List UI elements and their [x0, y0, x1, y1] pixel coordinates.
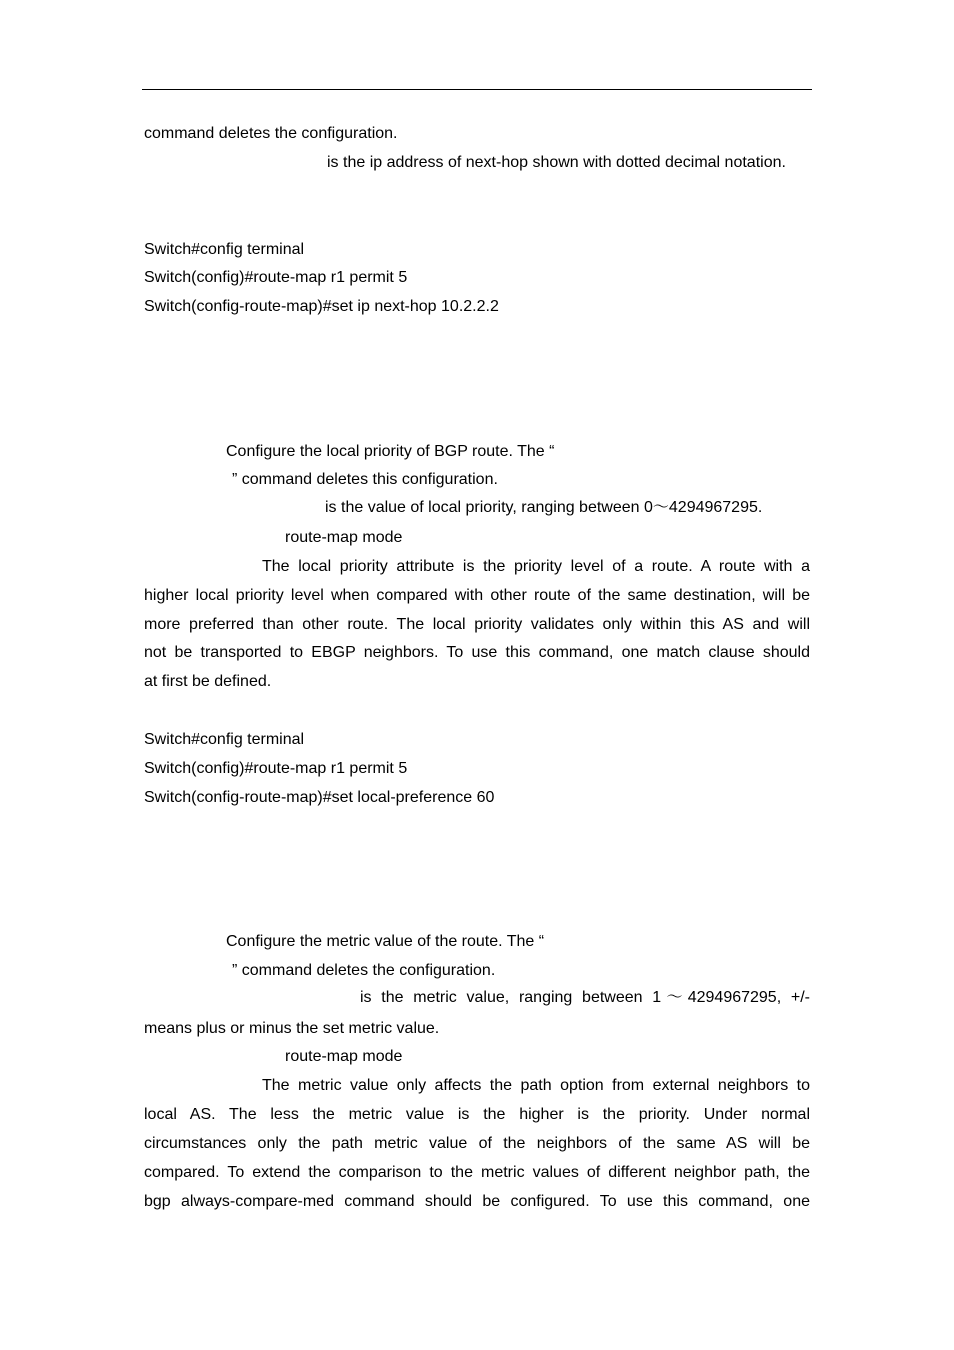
- function-text: Configure the local priority of BGP route. The “: [226, 443, 555, 460]
- example-line: Switch#config terminal: [144, 241, 305, 258]
- usage-guide-line: circumstances only the path metric value of the neighbors of the same AS will be: [144, 1135, 810, 1152]
- example-line: Switch#config terminal: [144, 731, 305, 748]
- example-line: Switch(config-route-map)#set ip next-hop 10.2.2.2: [144, 298, 499, 315]
- usage-guide-line: compared. To extend the comparison to the metric values of different neighbor path, the: [144, 1164, 810, 1181]
- command-mode-text: route-map mode: [285, 529, 403, 546]
- usage-guide-line: higher local priority level when compared with other route of the same destination, will be: [144, 587, 810, 604]
- usage-guide-line: not be transported to EBGP neighbors. To use this command, one match clause should: [144, 644, 810, 661]
- example-line: Switch(config)#route-map r1 permit 5: [144, 269, 408, 286]
- usage-guide-line: The metric value only affects the path option from external neighbors to: [262, 1077, 810, 1094]
- usage-guide-line: more preferred than other route. The local priority validates only within this AS and will: [144, 616, 810, 633]
- usage-guide-line: at first be defined.: [144, 673, 272, 690]
- header-rule: [142, 89, 812, 90]
- parameter-text: is the ip address of next-hop shown with dotted decimal notation.: [327, 154, 786, 171]
- example-line: Switch(config)#route-map r1 permit 5: [144, 760, 408, 777]
- parameter-text: means plus or minus the set metric value.: [144, 1020, 440, 1037]
- function-text: Configure the metric value of the route. The “: [226, 933, 545, 950]
- parameter-text: is the metric value, ranging between 1～4294967295, +/-: [360, 989, 810, 1006]
- example-line: Switch(config-route-map)#set local-preference 60: [144, 789, 495, 806]
- command-mode-text: route-map mode: [285, 1048, 403, 1065]
- usage-text: command deletes the configuration.: [144, 125, 398, 142]
- usage-guide-line: bgp always-compare-med command should be configured. To use this command, one: [144, 1193, 810, 1210]
- no-form-text: ” command deletes this configuration.: [232, 471, 498, 488]
- no-form-text: ” command deletes the configuration.: [232, 962, 496, 979]
- usage-guide-line: local AS. The less the metric value is the higher is the priority. Under normal: [144, 1106, 810, 1123]
- usage-guide-line: The local priority attribute is the priority level of a route. A route with a: [262, 558, 810, 575]
- parameter-text: is the value of local priority, ranging between 0～4294967295.: [325, 499, 763, 516]
